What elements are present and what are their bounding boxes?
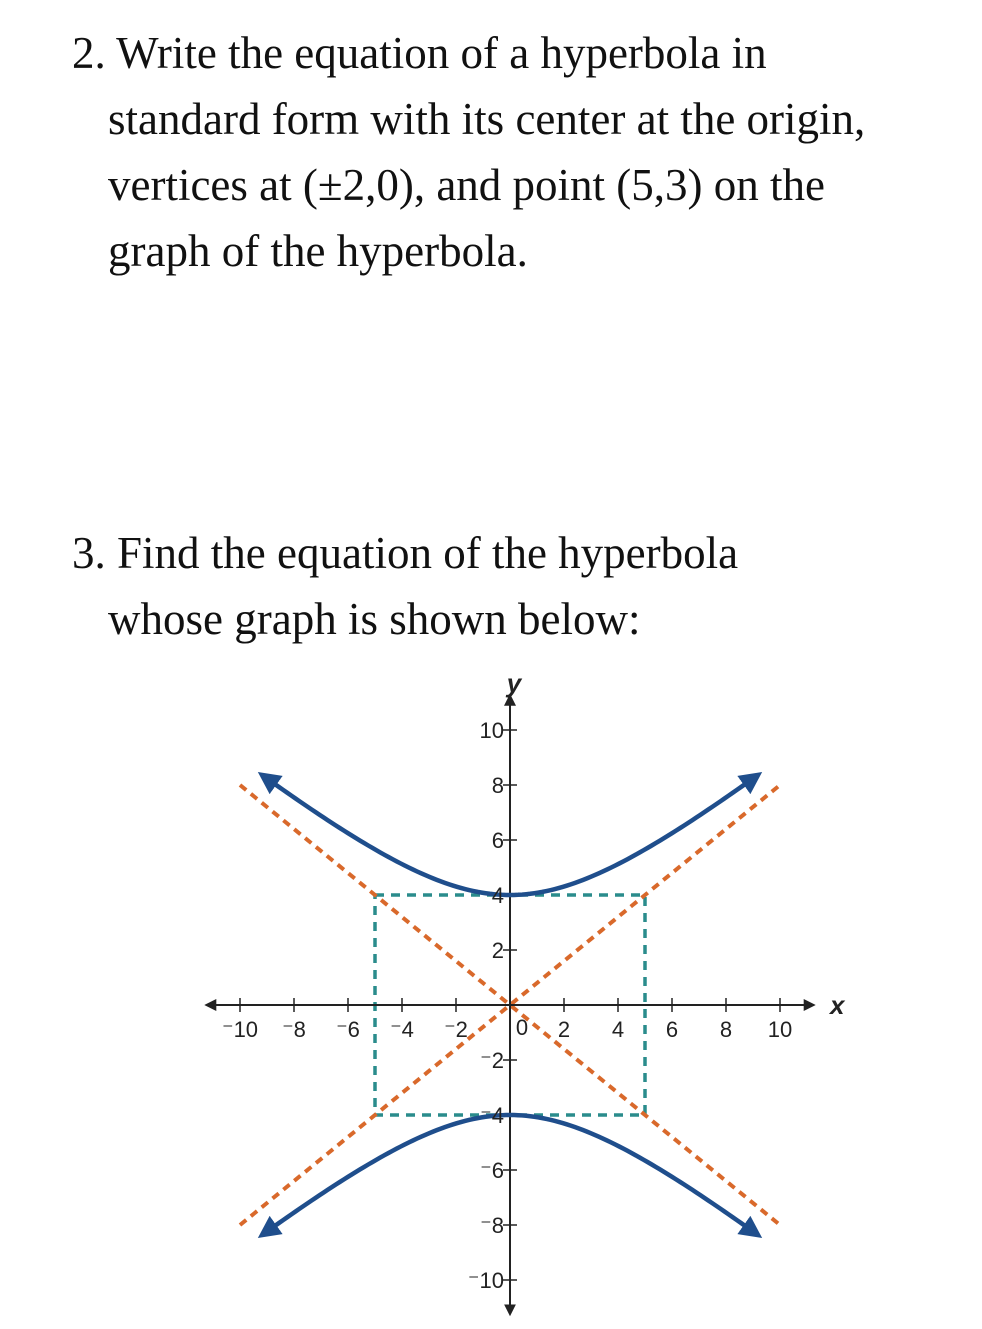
problem-2-line-4: graph of the hyperbola.: [108, 226, 528, 276]
problem-2-line-2: standard form with its center at the origin,: [108, 94, 866, 144]
y-tick-label: ⁻8: [480, 1213, 504, 1238]
y-tick-label: ⁻2: [480, 1048, 504, 1073]
x-tick-label: 2: [557, 1017, 571, 1042]
y-tick-label: ⁻6: [480, 1158, 504, 1183]
problem-2-line-3: vertices at (±2,0), and point (5,3) on the: [108, 160, 825, 210]
x-tick-label: ⁻4: [390, 1017, 414, 1042]
y-tick-label: ⁻10: [467, 1268, 504, 1293]
x-tick-label: 8: [719, 1017, 733, 1042]
x-tick-label: 4: [611, 1017, 625, 1042]
origin-label: 0: [515, 1015, 529, 1040]
y-axis-label: y: [506, 668, 522, 698]
y-tick-label: 4: [491, 883, 504, 908]
problem-3-line-2: whose graph is shown below:: [108, 594, 641, 644]
y-tick-label: 2: [491, 938, 504, 963]
y-tick-label: 10: [479, 718, 504, 743]
y-tick-label: 8: [491, 773, 504, 798]
problem-2-line-1: 2. Write the equation of a hyperbola in: [72, 28, 767, 78]
hyperbola-graph: [200, 660, 845, 1320]
problem-2: [72, 20, 865, 284]
x-tick-label: ⁻6: [336, 1017, 360, 1042]
problem-3: [72, 520, 738, 652]
problem-3-line-1: 3. Find the equation of the hyperbola: [72, 528, 739, 578]
x-tick-label: ⁻2: [444, 1017, 468, 1042]
x-tick-label: ⁻10: [221, 1017, 259, 1042]
x-tick-label: 10: [767, 1017, 793, 1042]
y-tick-label: 6: [491, 828, 504, 853]
x-tick-label: 6: [665, 1017, 679, 1042]
x-tick-label: ⁻8: [282, 1017, 306, 1042]
x-axis-label: x: [830, 990, 845, 1020]
y-tick-label: ⁻4: [480, 1103, 504, 1128]
